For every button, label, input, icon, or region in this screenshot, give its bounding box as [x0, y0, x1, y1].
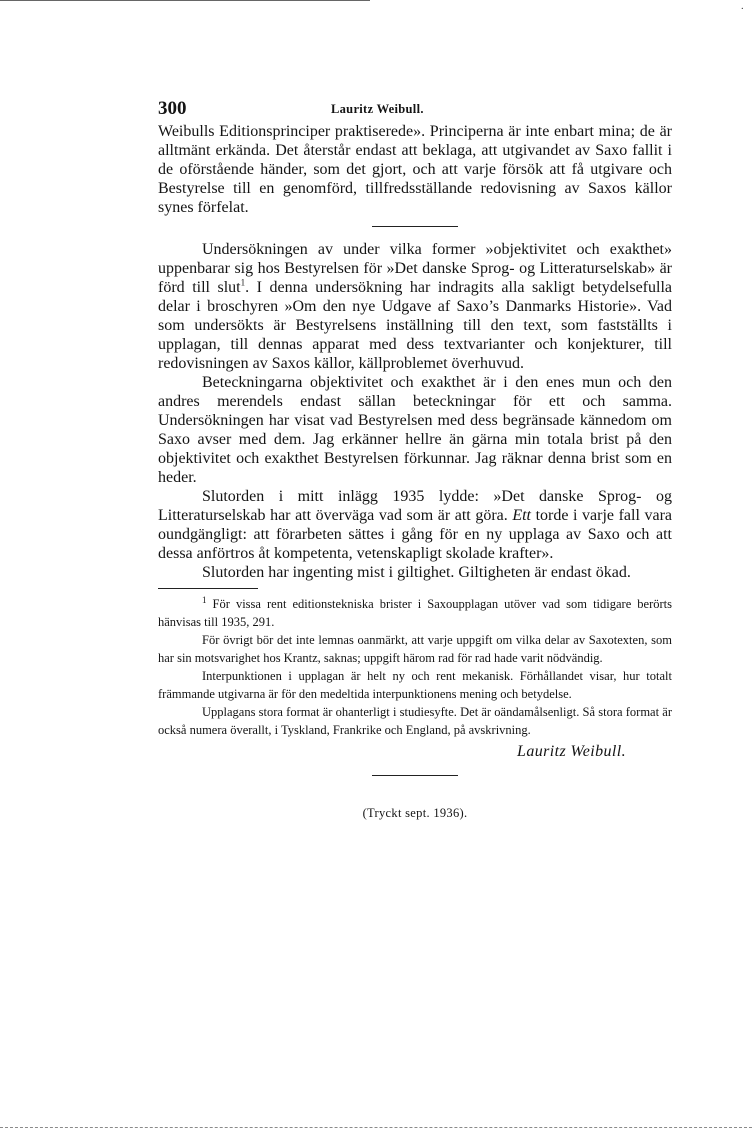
scan-edge-top [0, 0, 370, 1]
scan-mark: · [740, 4, 744, 15]
footnote-4: Upplagans stora format är ohanterligt i studiesyfte. Det är oändamålsenligt. Så stora format är också numera överallt, i Tyskland, Frankrike och England, på avskrivning. [158, 705, 672, 737]
footnote-1-mark: 1 [202, 594, 207, 605]
body-text [158, 122, 672, 582]
book-page [158, 98, 672, 821]
footnotes [158, 595, 672, 739]
paragraph-4 [158, 487, 672, 563]
footnote-2: För övrigt bör det inte lemnas oanmärkt, att varje uppgift om vilka delar av Saxotexten, som har sin motsvarighet hos Krantz, saknas; uppgift härom rad för rad hade varit nödvändig. [158, 633, 672, 665]
paragraph-2-part-b: . I denna undersökning har indragits alla sakligt betydelsefulla delar i broschyren »Om den nye Udgave af Saxo’s Danmarks Historie». Vad som undersökts är Bestyrelsens inställning till den text, som fastställts i upplagan, till dennas apparat med dess textvarianter och konjekturer, till redovisningen av Saxos källor, källproblemet överhuvud. [158, 279, 672, 372]
paragraph-4-emphasis: Ett [512, 507, 531, 524]
paragraph-5: Slutorden har ingenting mist i giltighet. Giltigheten är endast ökad. [202, 564, 631, 581]
footnote-1-text: För vissa rent editionstekniska brister i Saxoupplagan utöver vad som tidigare berörts hänvisas till 1935, 291. [158, 597, 672, 629]
printed-date-note: (Tryckt sept. 1936). [362, 806, 468, 820]
footnote-1 [158, 595, 672, 631]
page-header [158, 98, 672, 122]
paragraph-2-part-a: Undersökningen av under vilka former »objektivitet och exakthet» uppenbarar sig hos Bestyrelsen för »Det danske Sprog- og Litteraturselskab» är förd till slut [158, 241, 672, 296]
paragraph-3: Beteckningarna objektivitet och exakthet är i den enes mun och den andres merendels endast sällan beteckningar för ett och samma. Undersökningen har visat vad Bestyrelsen med dess begränsade kännedom om Saxo avser med dem. Jag erkänner hellre än gärna min totala brist på den objektivitet och exakthet Bestyrelsen förkunnar. Jag räknar denna brist som en heder. [158, 374, 672, 486]
page-number: 300 [158, 98, 187, 119]
footnote-3: Interpunktionen i upplagan är helt ny och rent mekanisk. Förhållandet visar, hur totalt främmande utgivarna är för den medeltida interpunktionens mening och betydelse. [158, 669, 672, 701]
closing-divider [372, 775, 458, 776]
paragraph-4-part-a: Slutorden i mitt inlägg 1935 lydde: »Det danske Sprog- og Litteraturselskab har att överväga vad som är att göra. [158, 488, 672, 524]
footnote-ref-1: 1 [240, 277, 246, 288]
author-signature: Lauritz Weibull. [517, 743, 626, 760]
paragraph-2 [158, 240, 672, 373]
paragraph-4-part-b: torde i varje fall vara oundgängligt: att förarbeten sättes i gång för en ny upplaga av Saxo och att dessa anförtros åt kompetenta, vetenskapligt skolade krafter». [158, 507, 672, 562]
section-divider [372, 226, 458, 227]
running-head: Lauritz Weibull. [331, 102, 424, 116]
footnote-rule [158, 588, 258, 589]
paragraph-1: Weibulls Editionsprinciper praktiserede». Principerna är inte enbart mina; de är alltmänt erkända. Det återstår endast att beklaga, att utgivandet av Saxo fallit i de oförstående händer, som det gjort, och att varje försök att få utgivare och Bestyrelse till en genomförd, tillfredsställande redovisning av Saxos källor synes förfelat. [158, 123, 672, 216]
scan-edge-bottom [0, 1127, 752, 1128]
